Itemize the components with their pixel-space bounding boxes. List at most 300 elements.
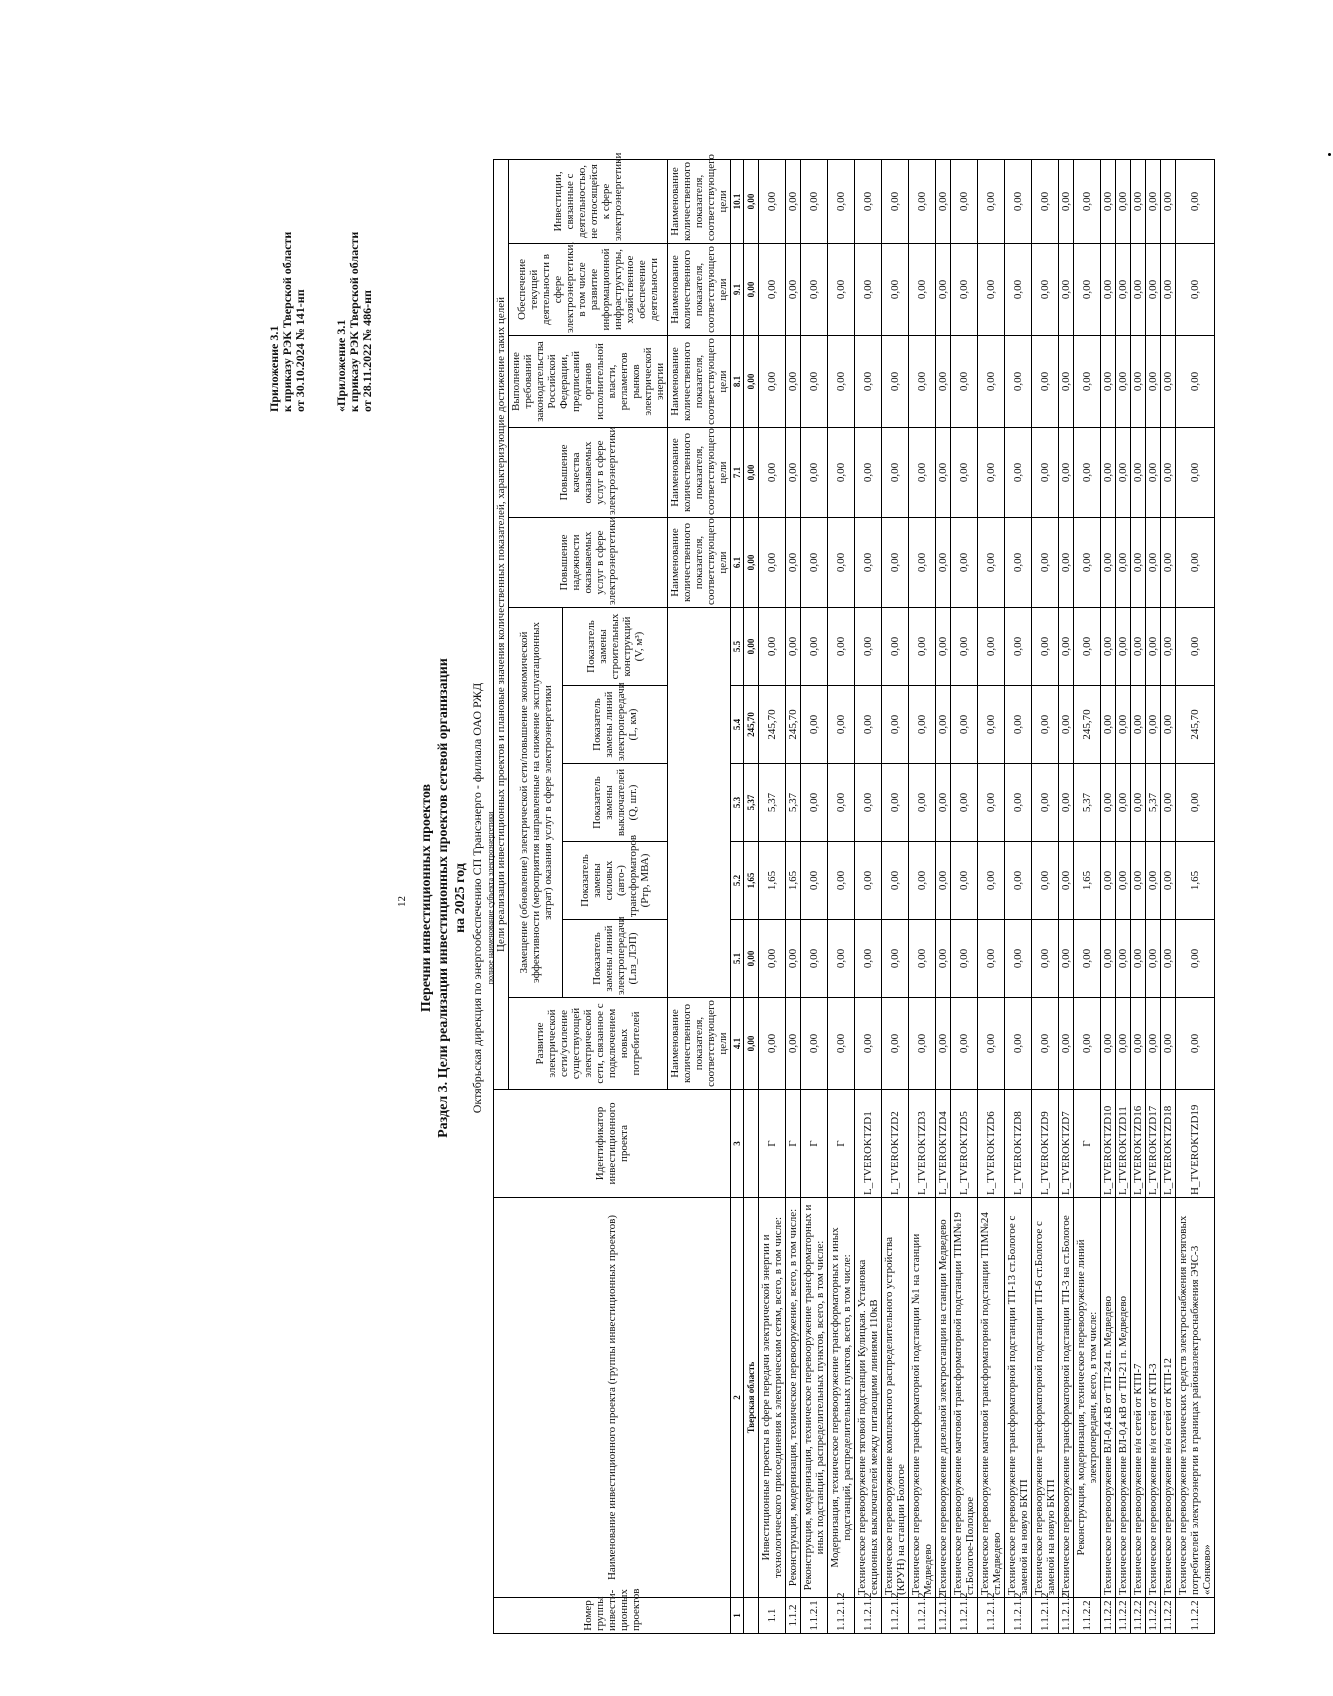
table-row (828, 159, 855, 1633)
row-value: 0,00 (1146, 518, 1161, 608)
row-value: 0,00 (1176, 336, 1215, 428)
row-value: 0,00 (1059, 998, 1074, 1090)
row-value: 0,00 (1176, 998, 1215, 1090)
row-project-name: Техническое перевооружение мачтовой трансформаторной подстанции ТПМ№19 ст.Бологое-Полоцкое (951, 1198, 978, 1598)
table-row (882, 159, 909, 1633)
row-value: 0,00 (759, 159, 786, 243)
row-value: 0,00 (936, 244, 951, 336)
row-value: 0,00 (1161, 764, 1176, 842)
row-number: 1.1.2.1.2 (882, 1598, 909, 1634)
row-project-id: L_TVEROKTZD6 (978, 1090, 1005, 1198)
row-value: 0,00 (801, 159, 828, 243)
row-value: 0,00 (909, 428, 936, 518)
row-number: 1.1.2.2 (1116, 1598, 1131, 1634)
row-value: 0,00 (1161, 608, 1176, 686)
row-value: 0,00 (1005, 764, 1032, 842)
row-value: 0,00 (1146, 336, 1161, 428)
header-indicator-name-2: Наименование количественного показателя, соответствующего цели (668, 518, 731, 608)
row-value: 0,00 (936, 159, 951, 243)
row-value: 0,00 (786, 159, 801, 243)
header-ind-power-lines: Показатель замены линий электропередачи (L, км) (563, 686, 668, 764)
row-value: 0,00 (951, 842, 978, 920)
row-value: 0,00 (759, 428, 786, 518)
colnum-cell: 6.1 (731, 518, 744, 608)
row-value: 0,00 (801, 920, 828, 998)
row-number: 1.1.2.2 (1131, 1598, 1146, 1634)
table-row (1131, 159, 1146, 1633)
row-number: 1.1.2.1 (801, 1598, 828, 1634)
row-value: 0,00 (1101, 920, 1116, 998)
row-value: 0,00 (801, 764, 828, 842)
colnum-cell: 7.1 (731, 428, 744, 518)
row-project-name: Модернизация, техническое перевооружение трансформаторных и иных подстанций, распределительных пунктов, всего, в том числе: (828, 1198, 855, 1598)
row-value: 0,00 (951, 608, 978, 686)
row-project-name: Техническое перевооружение дизельной электростанции на станции Медведево (936, 1198, 951, 1598)
table-row (936, 159, 951, 1633)
row-value: 0,00 (909, 920, 936, 998)
row-project-name: Техническое перевооружение трансформаторной подстанции №1 на станции Медведево (909, 1198, 936, 1598)
row-number: 1.1.2.2 (1146, 1598, 1161, 1634)
row-project-name: Техническое перевооружение н/н сетей от КТП-3 (1146, 1198, 1161, 1598)
header-development: Развитие электрической сети/усиление существующей электрической сети, связанное с подключением новых потребителей (509, 998, 668, 1090)
row-value: 0,00 (882, 998, 909, 1090)
row-number: 1.1.2.1.2 (1005, 1598, 1032, 1634)
row-value: 0,00 (1131, 608, 1146, 686)
header-ind-transformers: Показатель замены силовых (авто-) трансформаторов (Pтр, МВА) (563, 842, 668, 920)
row-value: 0,00 (801, 244, 828, 336)
row-value: 0,00 (1116, 608, 1131, 686)
prev-appendix-label: «Приложение 3.1 (334, 319, 348, 412)
row-value: 0,00 (786, 428, 801, 518)
row-number: 1.1.2.1.2 (1032, 1598, 1059, 1634)
row-value: 0,00 (1032, 428, 1059, 518)
row-value: 0,00 (1101, 608, 1116, 686)
appendix-order: к приказу РЭК Тверской области (280, 231, 294, 412)
region-row (744, 159, 759, 1633)
row-value: 0,00 (978, 920, 1005, 998)
row-value: 0,00 (1116, 428, 1131, 518)
row-value: 0,00 (1131, 159, 1146, 243)
row-value: 0,00 (951, 920, 978, 998)
row-value: 0,00 (1131, 920, 1146, 998)
row-value: 245,70 (759, 686, 786, 764)
row-value: 0,00 (978, 608, 1005, 686)
row-value: 0,00 (1176, 608, 1215, 686)
row-value: 245,70 (786, 686, 801, 764)
appendix-label: Приложение 3.1 (267, 325, 281, 412)
row-project-id: Г (786, 1090, 801, 1198)
row-value: 0,00 (1032, 159, 1059, 243)
row-value: 0,00 (828, 998, 855, 1090)
row-project-name: Техническое перевооружение трансформаторной подстанции ТП-6 ст.Бологое с заменой на новую БКТП (1032, 1198, 1059, 1598)
row-value: 0,00 (978, 159, 1005, 243)
row-value: 0,00 (1074, 428, 1101, 518)
row-value: 0,00 (1146, 842, 1161, 920)
header-activity: Обеспечение текущей деятельности в сфере электроэнергетики, в том числе развитие информационной инфраструктуры, хозяйственное обеспечение деятельности (509, 244, 668, 336)
row-value: 0,00 (1059, 686, 1074, 764)
row-value: 0,00 (1005, 244, 1032, 336)
row-value: 0,00 (936, 686, 951, 764)
header-row-1 (494, 159, 509, 1633)
row-value: 5,37 (1146, 764, 1161, 842)
row-value: 0,00 (1032, 842, 1059, 920)
row-project-id: L_TVEROKTZD16 (1131, 1090, 1146, 1198)
rotated-page (268, 154, 1333, 1642)
row-value: 0,00 (1059, 608, 1074, 686)
row-number: 1.1.2.2 (1161, 1598, 1176, 1634)
row-value: 0,00 (855, 998, 882, 1090)
row-value: 0,00 (828, 159, 855, 243)
table-row (978, 159, 1005, 1633)
row-value: 0,00 (909, 244, 936, 336)
row-value: 1,65 (759, 842, 786, 920)
region-cell: 0,00 (744, 608, 759, 686)
header-indicator-name-6: Наименование количественного показателя, соответствующего цели (668, 159, 731, 243)
row-value: 0,00 (1101, 764, 1116, 842)
row-value: 0,00 (951, 159, 978, 243)
row-value: 0,00 (1005, 842, 1032, 920)
table-row (951, 159, 978, 1633)
region-cell: 0,00 (744, 518, 759, 608)
table-row (1146, 159, 1161, 1633)
prev-appendix-date: от 28.11.2022 № 486-нп (360, 290, 374, 412)
row-value: 0,00 (882, 244, 909, 336)
row-value: 0,00 (1005, 608, 1032, 686)
row-value: 0,00 (1161, 920, 1176, 998)
row-value: 0,00 (1059, 244, 1074, 336)
row-value: 0,00 (882, 608, 909, 686)
header-group-number: Номер группы инвести-ционных проектов (494, 1598, 731, 1634)
row-value: 5,37 (786, 764, 801, 842)
table-row (1074, 159, 1101, 1633)
row-project-id: Г (801, 1090, 828, 1198)
row-value: 0,00 (855, 244, 882, 336)
row-project-name: Инвестиционные проекты в сфере передачи электрической энергии и технологического присоединения к электрическим сетям, всего, в том числе: (759, 1198, 786, 1598)
row-number: 1.1.2.1.2 (951, 1598, 978, 1634)
colnum-cell: 10.1 (731, 159, 744, 243)
row-value: 0,00 (1032, 686, 1059, 764)
header-replacement: Замещение (обновление) электрической сети/повышение экономической эффективности (мероприятия направленные на снижение эксплуатационных затрат) оказания услуг в сфере электроэнергетики (509, 608, 563, 998)
row-number: 1.1.2.2 (1176, 1598, 1215, 1634)
row-value: 0,00 (1116, 920, 1131, 998)
row-value: 0,00 (1032, 608, 1059, 686)
column-numbers-row (731, 159, 744, 1633)
colnum-cell: 5.4 (731, 686, 744, 764)
row-value: 0,00 (1176, 244, 1215, 336)
row-value: 0,00 (786, 518, 801, 608)
row-value: 0,00 (951, 428, 978, 518)
row-value: 0,00 (759, 998, 786, 1090)
row-value: 0,00 (1059, 159, 1074, 243)
row-value: 0,00 (978, 336, 1005, 428)
row-value: 0,00 (882, 159, 909, 243)
row-value: 0,00 (978, 686, 1005, 764)
header-requirements: Выполнение требований законодательства Российской Федерации, предписаний органов исполнительной власти, регламентов рынков электрической энергии (509, 336, 668, 428)
row-project-id: L_TVEROKTZD8 (1005, 1090, 1032, 1198)
colnum-cell: 9.1 (731, 244, 744, 336)
row-value: 0,00 (909, 608, 936, 686)
row-value: 0,00 (855, 608, 882, 686)
row-value: 0,00 (1146, 608, 1161, 686)
row-value: 0,00 (801, 518, 828, 608)
row-value: 0,00 (786, 608, 801, 686)
row-value: 0,00 (828, 686, 855, 764)
row-value: 0,00 (1101, 428, 1116, 518)
row-value: 0,00 (1146, 244, 1161, 336)
row-value: 0,00 (1032, 920, 1059, 998)
row-value: 0,00 (801, 686, 828, 764)
colnum-cell: 3 (731, 1090, 744, 1198)
row-value: 0,00 (1176, 920, 1215, 998)
row-value: 0,00 (1074, 244, 1101, 336)
row-project-id: L_TVEROKTZD3 (909, 1090, 936, 1198)
row-value: 0,00 (1116, 159, 1131, 243)
header-project-name: Наименование инвестиционного проекта (группы инвестиционных проектов) (494, 1198, 731, 1598)
row-value: 0,00 (882, 518, 909, 608)
colnum-cell: 4.1 (731, 998, 744, 1090)
row-value: 0,00 (1074, 518, 1101, 608)
colnum-cell: 2 (731, 1198, 744, 1598)
row-value: 0,00 (828, 244, 855, 336)
row-project-name: Техническое перевооружение мачтовой трансформаторной подстанции ТПМ№24 ст.Медведево (978, 1198, 1005, 1598)
row-value: 0,00 (978, 764, 1005, 842)
row-value: 0,00 (1161, 244, 1176, 336)
row-value: 0,00 (1176, 518, 1215, 608)
row-value: 0,00 (828, 428, 855, 518)
row-value: 0,00 (1146, 159, 1161, 243)
header-ind-building: Показатель замены строительных конструкций (V, м³) (563, 608, 668, 686)
row-value: 0,00 (1074, 159, 1101, 243)
row-value: 0,00 (936, 920, 951, 998)
header-ind-switches: Показатель замены выключателей (Q, шт.) (563, 764, 668, 842)
colnum-cell: 5.1 (731, 920, 744, 998)
row-value: 0,00 (1101, 842, 1116, 920)
page-number: 12 (396, 896, 408, 907)
colnum-cell: 5.5 (731, 608, 744, 686)
row-value: 0,00 (1131, 842, 1146, 920)
row-value: 0,00 (801, 336, 828, 428)
row-value: 0,00 (936, 608, 951, 686)
row-value: 0,00 (1059, 336, 1074, 428)
row-value: 0,00 (909, 159, 936, 243)
row-value: 0,00 (828, 764, 855, 842)
header-goals: Цели реализации инвестиционных проектов и плановые значения количественных показателей, характеризующие достижение таких целей (494, 159, 509, 1089)
colnum-cell: 5.3 (731, 764, 744, 842)
row-value: 0,00 (855, 842, 882, 920)
row-value: 0,00 (882, 428, 909, 518)
row-value: 0,00 (1074, 920, 1101, 998)
row-value: 0,00 (936, 842, 951, 920)
row-number: 1.1.2.1.2 (828, 1598, 855, 1634)
row-project-id: L_TVEROKTZD4 (936, 1090, 951, 1198)
region-cell: 1,65 (744, 842, 759, 920)
row-value: 0,00 (1059, 518, 1074, 608)
row-project-name: Реконструкция, модернизация, техническое перевооружение линий электропередачи, всего, в том числе: (1074, 1198, 1101, 1598)
row-value: 0,00 (1074, 608, 1101, 686)
region-cell: 0,00 (744, 920, 759, 998)
table-row (1101, 159, 1116, 1633)
header-indicator-name-5: Наименование количественного показателя, соответствующего цели (668, 244, 731, 336)
row-project-name: Реконструкция, модернизация, техническое перевооружение, всего, в том числе: (786, 1198, 801, 1598)
row-value: 0,00 (1146, 920, 1161, 998)
row-value: 0,00 (1161, 998, 1176, 1090)
row-number: 1.1.2 (786, 1598, 801, 1634)
table-body (731, 159, 1215, 1633)
header-indicator-name-3: Наименование количественного показателя, соответствующего цели (668, 428, 731, 518)
row-project-name: Техническое перевооружение трансформаторной подстанции ТП-3 на ст.Бологое (1059, 1198, 1074, 1598)
row-value: 0,00 (909, 518, 936, 608)
appendix-header (268, 162, 374, 412)
row-value: 0,00 (759, 336, 786, 428)
row-value: 0,00 (1005, 518, 1032, 608)
row-value: 0,00 (909, 764, 936, 842)
row-value: 0,00 (1005, 686, 1032, 764)
investment-goals-table (493, 152, 1215, 1634)
row-value: 0,00 (909, 842, 936, 920)
row-value: 0,00 (1116, 244, 1131, 336)
table-row (1161, 159, 1176, 1633)
colnum-cell: 8.1 (731, 336, 744, 428)
row-value: 0,00 (951, 686, 978, 764)
scan-mark (1328, 153, 1331, 156)
organization-caption: полное наименование субъекта электроэнергетики (486, 811, 495, 985)
table-row (855, 159, 882, 1633)
table-row (786, 159, 801, 1633)
row-value: 0,00 (855, 159, 882, 243)
table-row (909, 159, 936, 1633)
row-value: 0,00 (801, 998, 828, 1090)
row-project-id: L_TVEROKTZD7 (1059, 1090, 1074, 1198)
region-cell: 0,00 (744, 428, 759, 518)
header-ind-lines: Показатель замены линий электропередачи (Lnз_ЛЭП) (563, 920, 668, 998)
row-project-id: L_TVEROKTZD11 (1116, 1090, 1131, 1198)
row-value: 0,00 (1032, 244, 1059, 336)
row-project-id: L_TVEROKTZD10 (1101, 1090, 1116, 1198)
row-value: 0,00 (1116, 518, 1131, 608)
row-value: 0,00 (1176, 764, 1215, 842)
row-value: 0,00 (936, 998, 951, 1090)
row-value: 0,00 (1059, 842, 1074, 920)
table-row (759, 159, 786, 1633)
row-project-id: L_TVEROKTZD17 (1146, 1090, 1161, 1198)
table-row (801, 159, 828, 1633)
row-value: 1,65 (786, 842, 801, 920)
row-project-name: Техническое перевооружение трансформаторной подстанции ТП-13 ст.Бологое с заменой на новую БКТП (1005, 1198, 1032, 1598)
row-project-id: Г (759, 1090, 786, 1198)
table-row (1059, 159, 1074, 1633)
row-number: 1.1.2.1.2 (978, 1598, 1005, 1634)
row-value: 0,00 (936, 428, 951, 518)
row-value: 0,00 (786, 244, 801, 336)
row-value: 0,00 (1101, 998, 1116, 1090)
row-value: 1,65 (1074, 842, 1101, 920)
row-value: 0,00 (759, 608, 786, 686)
row-value: 0,00 (978, 842, 1005, 920)
table-row (1032, 159, 1059, 1633)
row-value: 0,00 (1161, 842, 1176, 920)
row-value: 0,00 (1131, 428, 1146, 518)
row-value: 0,00 (1005, 428, 1032, 518)
row-value: 0,00 (1116, 686, 1131, 764)
row-value: 0,00 (1161, 428, 1176, 518)
row-value: 0,00 (909, 998, 936, 1090)
row-value: 0,00 (1101, 159, 1116, 243)
row-project-id: L_TVEROKTZD9 (1032, 1090, 1059, 1198)
row-value: 1,65 (1176, 842, 1215, 920)
row-value: 0,00 (1101, 244, 1116, 336)
row-project-id: L_TVEROKTZD5 (951, 1090, 978, 1198)
row-project-id: L_TVEROKTZD18 (1161, 1090, 1176, 1198)
row-value: 0,00 (1101, 336, 1116, 428)
row-value: 0,00 (978, 244, 1005, 336)
row-number: 1.1.2.2 (1101, 1598, 1116, 1634)
row-project-id: Г (1074, 1090, 1101, 1198)
row-value: 0,00 (1074, 998, 1101, 1090)
row-value: 0,00 (855, 428, 882, 518)
year-title: на 2025 год (453, 863, 468, 933)
row-value: 0,00 (882, 686, 909, 764)
row-value: 0,00 (978, 428, 1005, 518)
row-project-name: Техническое перевооружение технических средств электроснабжения нетяговых потребителей электроэнергии в границах районаэлектроснабжения ЭЧС-3 «Сонково» (1176, 1198, 1215, 1598)
row-value: 0,00 (828, 518, 855, 608)
row-value: 0,00 (951, 518, 978, 608)
row-value: 0,00 (1005, 920, 1032, 998)
row-value: 0,00 (1161, 686, 1176, 764)
row-value: 0,00 (801, 428, 828, 518)
row-value: 0,00 (759, 920, 786, 998)
row-number: 1.1.2.2 (1074, 1598, 1101, 1634)
row-value: 0,00 (1059, 764, 1074, 842)
document-titles (418, 154, 496, 1642)
row-value: 0,00 (1161, 518, 1176, 608)
section-title: Раздел 3. Цели реализации инвестиционных проектов сетевой организации (436, 658, 451, 1138)
row-project-id: L_TVEROKTZD2 (882, 1090, 909, 1198)
appendix-date: от 30.10.2024 № 141-нп (293, 289, 307, 412)
row-value: 0,00 (1032, 336, 1059, 428)
region-cell: 0,00 (744, 998, 759, 1090)
region-cell: 0,00 (744, 159, 759, 243)
row-number: 1.1.2.1.2 (909, 1598, 936, 1634)
header-other: Инвестиции, связанные с деятельностью, не относящейся к сфере электроэнергетики (509, 159, 668, 243)
row-value: 0,00 (759, 244, 786, 336)
organization-name: Октябрьская дирекция по энергообеспечению СП Трансэнерго - филиала ОАО РЖД (470, 682, 484, 1114)
row-value: 0,00 (882, 920, 909, 998)
row-value: 0,00 (855, 336, 882, 428)
region-code (744, 1090, 759, 1198)
row-value: 0,00 (951, 998, 978, 1090)
row-value: 0,00 (1116, 998, 1131, 1090)
row-value: 0,00 (1005, 998, 1032, 1090)
row-value: 245,70 (1176, 686, 1215, 764)
row-value: 0,00 (1059, 920, 1074, 998)
row-project-name: Реконструкция, модернизация, техническое перевооружение трансформаторных и иных подстанций, распределительных пунктов, всего, в том числе: (801, 1198, 828, 1598)
region-cell: 0,00 (744, 244, 759, 336)
row-value: 0,00 (1101, 686, 1116, 764)
row-value: 0,00 (1005, 159, 1032, 243)
row-value: 0,00 (951, 336, 978, 428)
row-value: 0,00 (1101, 518, 1116, 608)
row-value: 0,00 (1032, 998, 1059, 1090)
row-value: 245,70 (1074, 686, 1101, 764)
row-value: 5,37 (759, 764, 786, 842)
row-number: 1.1.2.1.2 (936, 1598, 951, 1634)
row-value: 0,00 (759, 518, 786, 608)
row-number: 1.1 (759, 1598, 786, 1634)
row-value: 0,00 (1176, 428, 1215, 518)
colnum-cell: 1 (731, 1598, 744, 1634)
document-title: Перечни инвестиционных проектов (419, 783, 434, 1013)
row-value: 0,00 (936, 336, 951, 428)
